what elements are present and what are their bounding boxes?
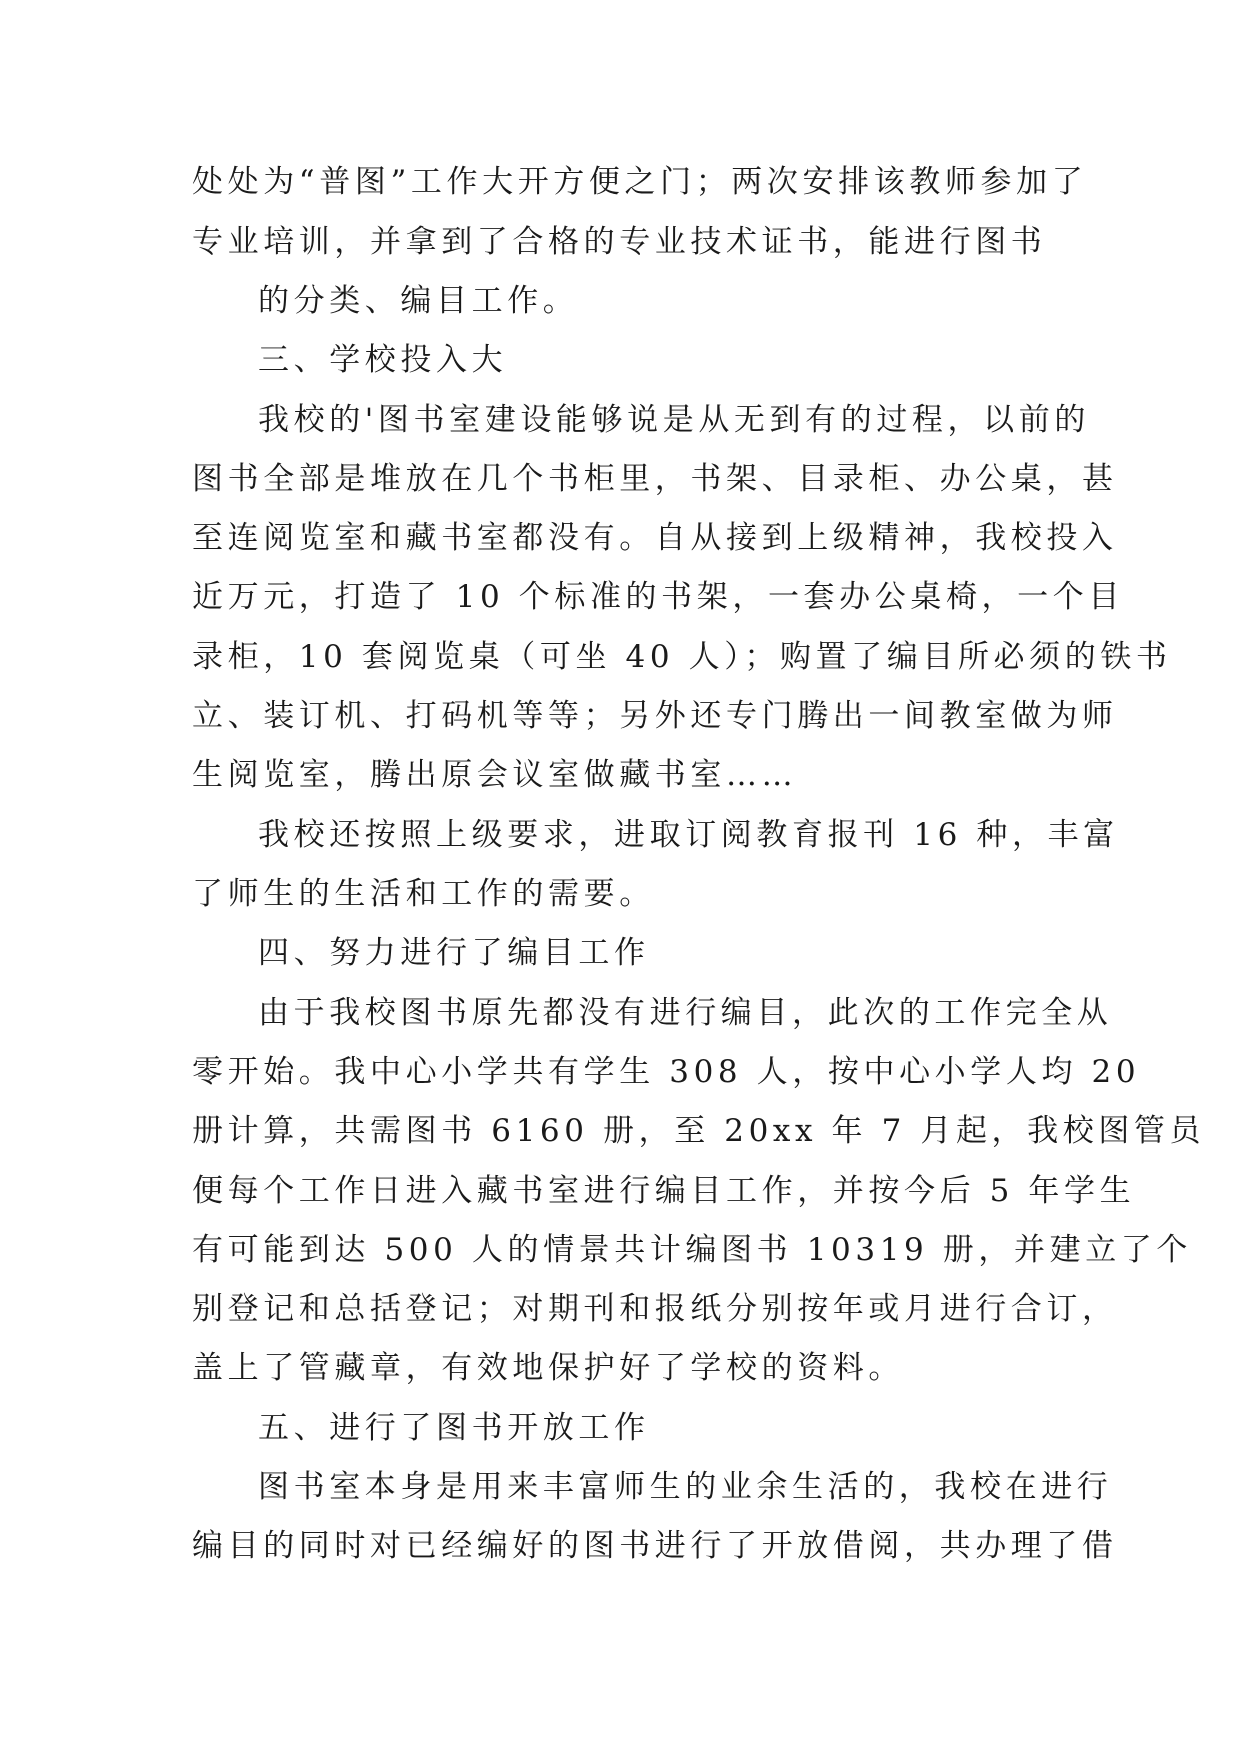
- text-line: 的分类、编目工作。: [258, 283, 579, 319]
- text-line: 由于我校图书原先都没有进行编目，此次的工作完全从: [258, 995, 1113, 1031]
- text-line: 处处为“普图”工作大开方便之门；两次安排该教师参加了: [192, 164, 1088, 200]
- text-line: 了师生的生活和工作的需要。: [192, 876, 655, 912]
- text-line: 专业培训，并拿到了合格的专业技术证书，能进行图书: [192, 224, 1047, 260]
- text-line: 盖上了管藏章，有效地保护好了学校的资料。: [192, 1350, 904, 1386]
- text-line: 我校的'图书室建设能够说是从无到有的过程，以前的: [258, 402, 1090, 438]
- text-line: 有可能到达 500 人的情景共计编图书 10319 册，并建立了个: [192, 1232, 1192, 1268]
- text-line: 编目的同时对已经编好的图书进行了开放借阅，共办理了借: [192, 1528, 1118, 1564]
- text-line: 至连阅览室和藏书室都没有。自从接到上级精神，我校投入: [192, 520, 1118, 556]
- text-line: 零开始。我中心小学共有学生 308 人，按中心小学人均 20: [192, 1054, 1141, 1090]
- text-line: 图书全部是堆放在几个书柜里，书架、目录柜、办公桌，甚: [192, 461, 1118, 497]
- text-line: 录柜，10 套阅览桌（可坐 40 人）；购置了编目所必须的铁书: [192, 639, 1172, 675]
- text-line: 生阅览室，腾出原会议室做藏书室……: [192, 757, 798, 793]
- text-line: 近万元，打造了 10 个标准的书架，一套办公桌椅，一个目: [192, 579, 1124, 615]
- text-line: 便每个工作日进入藏书室进行编目工作，并按今后 5 年学生: [192, 1173, 1136, 1209]
- text-line: 册计算，共需图书 6160 册，至 20xx 年 7 月起，我校图管员: [192, 1113, 1206, 1149]
- text-line: 别登记和总括登记；对期刊和报纸分别按年或月进行合订，: [192, 1291, 1118, 1327]
- text-line: 图书室本身是用来丰富师生的业余生活的，我校在进行: [258, 1469, 1113, 1505]
- section-heading: 三、学校投入大: [258, 342, 508, 378]
- text-line: 立、装订机、打码机等等；另外还专门腾出一间教室做为师: [192, 698, 1118, 734]
- text-line: 我校还按照上级要求，进取订阅教育报刊 16 种，丰富: [258, 817, 1119, 853]
- section-heading: 五、进行了图书开放工作: [258, 1410, 650, 1446]
- section-heading: 四、努力进行了编目工作: [258, 935, 650, 971]
